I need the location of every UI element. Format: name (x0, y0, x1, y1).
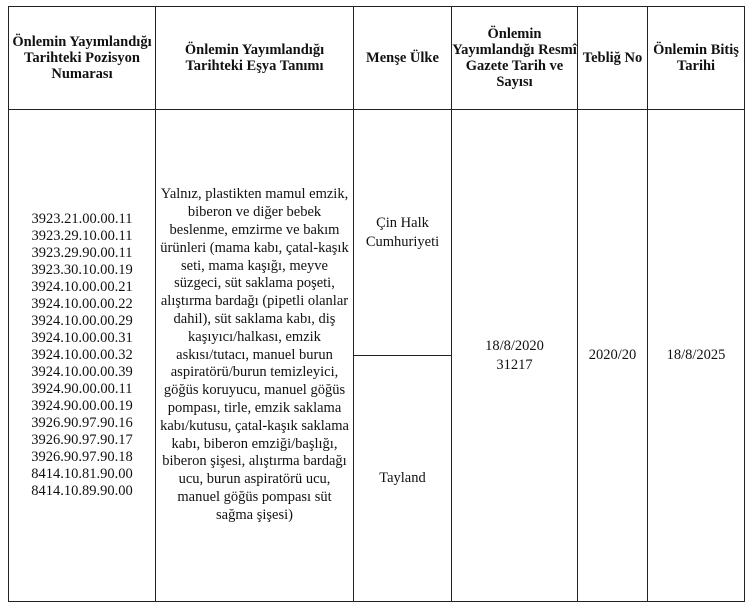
header-row (9, 7, 745, 110)
goods-description: Yalnız, plastikten mamul emzik, biberon ve diğer bebek beslenme, emzirme ve bakım ürünleri (mama kabı, çatal-kaşık seti, mama kaşığı, meyve süzgeci, süt saklama poşeti, alıştırma bardağı (pipetli olanlar dahil), süt saklama kabı, diş kaşıyıcı/halkası, emzik askısı/tutacı, manuel burun aspiratörü/burun temizleyici, göğüs koruyucu, manuel göğüs pompası, tirle, emzik saklama kabı/kutusu, çatal-kaşık saklama kabı, biberon emziği/başlığı, biberon şişesi, alıştırma bardağı ucu, burun aspiratörü ucu, manuel göğüs pompası süt sağma şişesi) (156, 110, 354, 602)
end-date: 18/8/2025 (648, 110, 745, 602)
position-number: 3926.90.97.90.18 (31, 449, 133, 465)
position-number: 3923.30.10.00.19 (31, 262, 133, 278)
header-position-number: Önlemin Yayımlandığı Tarihteki Pozisyon Numarası (9, 7, 156, 110)
position-number: 8414.10.81.90.00 (31, 466, 133, 482)
measure-table (8, 6, 745, 602)
position-number: 3926.90.97.90.16 (31, 415, 133, 431)
position-number: 3924.10.00.00.22 (31, 296, 133, 312)
position-number: 3924.90.00.00.11 (31, 381, 133, 397)
communique-no: 2020/20 (578, 110, 648, 602)
gazette-date-number (452, 110, 578, 602)
data-row-china (9, 110, 745, 356)
header-communique-no: Tebliğ No (578, 7, 648, 110)
position-number: 3923.29.10.00.11 (31, 228, 133, 244)
position-number: 8414.10.89.90.00 (31, 483, 133, 499)
position-number-list (9, 110, 156, 602)
position-number: 3924.90.00.00.19 (31, 398, 133, 414)
gazette-date: 18/8/2020 (485, 337, 544, 354)
origin-country-thailand: Tayland (354, 356, 452, 602)
position-number: 3926.90.97.90.17 (31, 432, 133, 448)
header-origin-country: Menşe Ülke (354, 7, 452, 110)
position-number: 3924.10.00.00.31 (31, 330, 133, 346)
position-number: 3923.21.00.00.11 (31, 211, 133, 227)
header-end-date: Önlemin Bitiş Tarihi (648, 7, 745, 110)
header-goods-description: Önlemin Yayımlandığı Tarihteki Eşya Tanımı (156, 7, 354, 110)
origin-country-china: Çin Halk Cumhuriyeti (354, 110, 452, 356)
position-number: 3924.10.00.00.29 (31, 313, 133, 329)
position-number: 3924.10.00.00.39 (31, 364, 133, 380)
header-gazette-date-number: Önlemin Yayımlandığı Resmî Gazete Tarih ve Sayısı (452, 7, 578, 110)
position-number: 3924.10.00.00.21 (31, 279, 133, 295)
gazette-number: 31217 (496, 356, 533, 373)
position-number: 3924.10.00.00.32 (31, 347, 133, 363)
position-number: 3923.29.90.00.11 (31, 245, 133, 261)
